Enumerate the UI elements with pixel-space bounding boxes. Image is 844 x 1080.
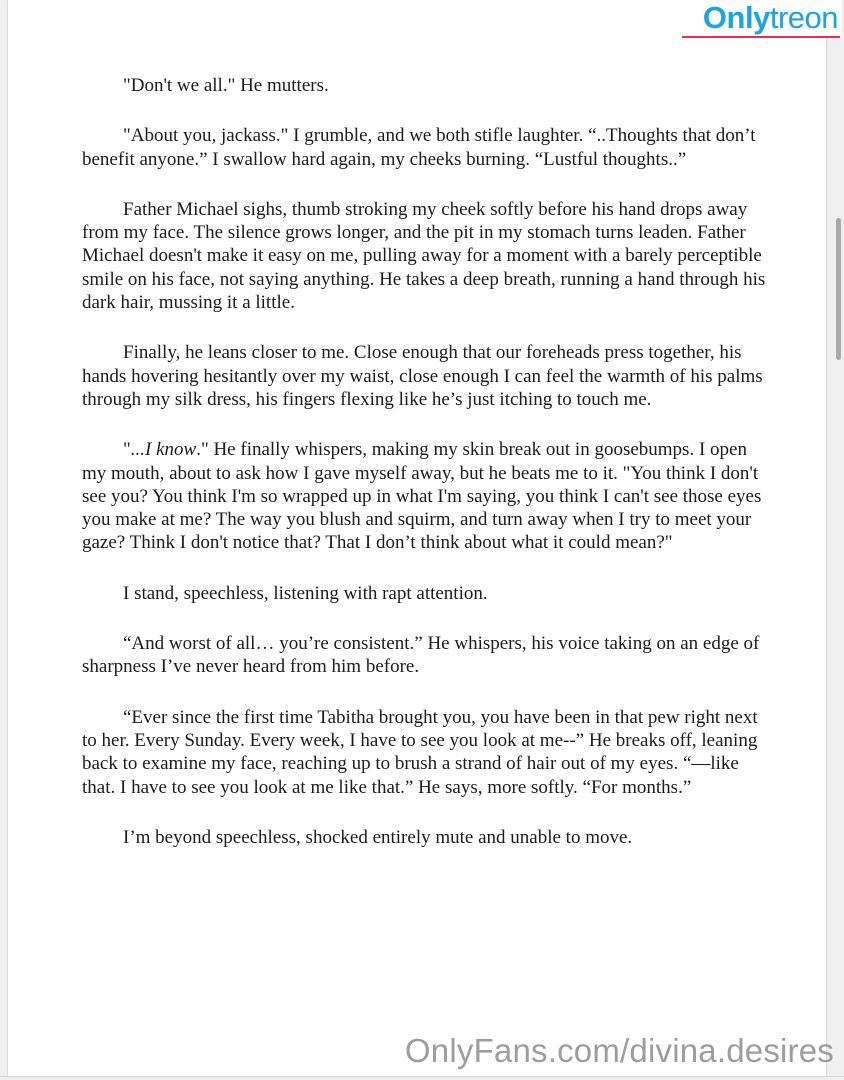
paragraph: “And worst of all… you’re consistent.” He whispers, his voice taking on an edge of sharpness I’ve never heard from him before. bbox=[82, 633, 760, 678]
document-body bbox=[82, 74, 772, 876]
page-divider bbox=[0, 1076, 844, 1077]
paragraph-italic-text: ...I know bbox=[130, 439, 197, 461]
logo-text-bold: Only bbox=[702, 0, 770, 35]
paragraph: Father Michael sighs, thumb stroking my cheek softly before his hand drops away from my face. The silence grows longer, and the pit in my stomach turns leaden. Father Michael doesn't make it easy on me, pulling away for a moment with a barely perceptible smile on his face, not saying anything. He takes a deep breath, running a hand through his dark hair, mussing it a little. bbox=[82, 198, 766, 314]
paragraph: “Ever since the first time Tabitha brought you, you have been in that pew right next to her. Every Sunday. Every week, I have to see you look at me--” He breaks off, leaning back to examine my face, reaching up to brush a strand of hair out of my eyes. “—like that. I have to see you look at me like that.” He says, more softly. “For months.” bbox=[82, 706, 758, 798]
paragraph bbox=[82, 438, 772, 554]
logo-wordmark bbox=[703, 0, 838, 36]
paragraph: "About you, jackass." I grumble, and we both stifle laughter. “..Thoughts that don’t benefit anyone.” I swallow hard again, my cheeks burning. “Lustful thoughts..” bbox=[82, 125, 756, 170]
document-page bbox=[8, 0, 826, 1076]
paragraph-suffix: ." He finally whispers, making my skin break out in goosebumps. I open my mouth, about to ask how I gave myself away, but he beats me to it. "You think I don't see you? You think I'm so wrapped up in what I'm saying, you think I can't see those eyes you make at me? The way you blush and squirm, and turn away when I try to meet your gaze? Think I don't notice that? That I don’t think about what it could mean?" bbox=[82, 439, 762, 554]
logo-text-light: treon bbox=[769, 0, 838, 35]
paragraph: Finally, he leans closer to me. Close enough that our foreheads press together, his hands hovering hesitantly over my waist, close enough I can feel the warmth of his palms through my silk dress, his fingers flexing like he’s just itching to touch me. bbox=[82, 342, 763, 410]
watermark-text: OnlyFans.com/divina.desires bbox=[404, 1032, 834, 1069]
paragraph: I stand, speechless, listening with rapt attention. bbox=[123, 582, 488, 604]
onlytreon-logo[interactable] bbox=[682, 0, 842, 38]
paragraph: I’m beyond speechless, shocked entirely mute and unable to move. bbox=[123, 826, 633, 848]
logo-underline bbox=[682, 36, 840, 38]
paragraph-prefix: " bbox=[123, 439, 131, 461]
scrollbar-thumb[interactable] bbox=[836, 218, 841, 360]
paragraph: "Don't we all." He mutters. bbox=[123, 75, 329, 96]
